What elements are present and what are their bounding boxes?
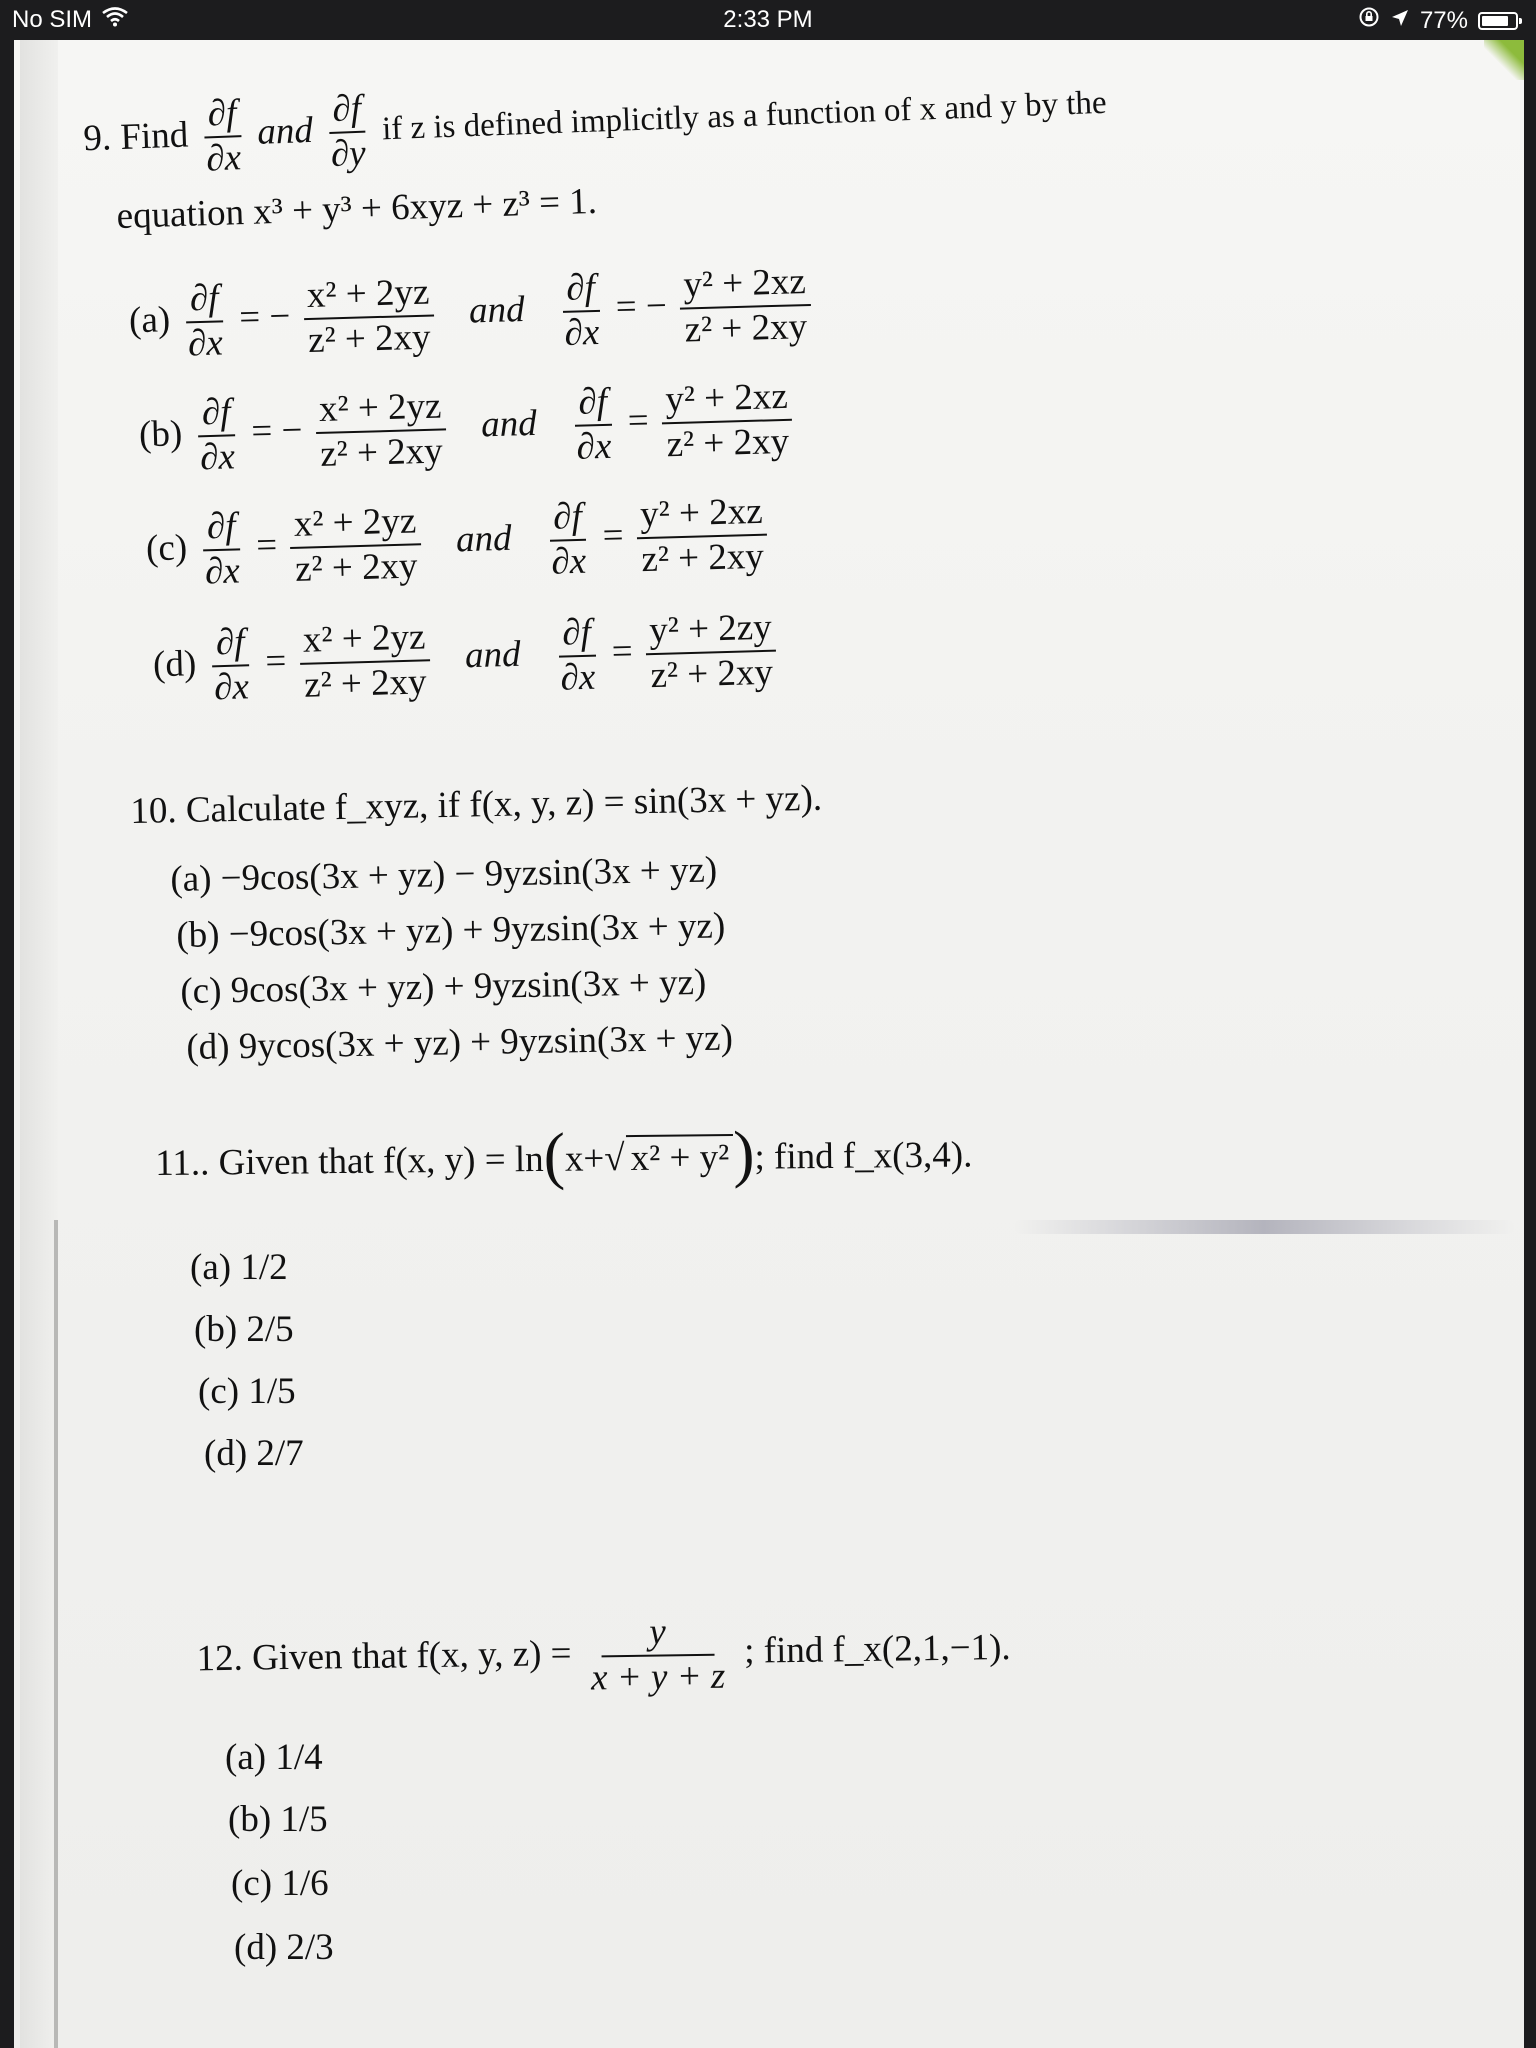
frac-den: z² + 2xy (294, 545, 419, 590)
paper-spine-line (54, 1220, 58, 2048)
frac-den: ∂x (550, 540, 587, 583)
option-and: and (455, 518, 513, 561)
question-10: 10. Calculate f_xyz, if f(x, y, z) = sin(3x + yz). (130, 777, 823, 832)
df-dx (546, 495, 591, 583)
q12-fraction (586, 1613, 729, 1699)
df-dx (182, 279, 227, 364)
option-label: (a) (128, 299, 171, 342)
df-dx (194, 393, 239, 478)
frac-num: ∂f (197, 393, 235, 437)
status-right (1358, 6, 1518, 35)
option-fraction-1 (298, 618, 431, 705)
q11-option-d: (d) 2/7 (204, 1433, 304, 1474)
frac-den: ∂x (213, 666, 250, 709)
frac-den: z² + 2xy (649, 651, 774, 696)
option-sign: = (264, 640, 287, 683)
frac-den: ∂x (204, 550, 241, 593)
option-and: and (480, 403, 538, 446)
frac-num: ∂f (203, 94, 241, 138)
frac-num: ∂f (211, 623, 249, 667)
frac-num: ∂f (328, 90, 366, 134)
q12-prefix: 12. Given that f(x, y, z) = (196, 1633, 572, 1680)
option-sign: = (255, 524, 278, 567)
q12-option-c: (c) 1/6 (231, 1863, 329, 1904)
q9-df-dy-fraction (325, 87, 371, 175)
option-and: and (468, 289, 526, 332)
option-sign: = (627, 400, 650, 442)
carrier-label: No SIM (12, 6, 93, 33)
q9-head-rest: if z is defined implicitly as a function of x and y by the (381, 84, 1108, 148)
frac-den: ∂x (576, 425, 612, 468)
df-dx (571, 380, 616, 468)
paper-edge-shadow (20, 40, 58, 2048)
q9-df-dx-fraction (200, 94, 246, 179)
frac-num: ∂f (185, 279, 223, 323)
frac-num: x² + 2yz (289, 502, 421, 548)
df-dx (555, 611, 600, 699)
frac-den: z² + 2xy (303, 661, 428, 706)
location-arrow-icon (1390, 7, 1410, 35)
q10-option-d: (d) 9ycos(3x + yz) + 9yzsin(3x + yz) (186, 1017, 734, 1068)
frac-den: z² + 2xy (307, 316, 432, 361)
q11-prefix: 11.. Given that f(x, y) = ln (155, 1138, 544, 1184)
sqrt-icon: √ (604, 1138, 625, 1180)
frac-den: z² + 2xy (666, 420, 790, 466)
q9-option-d (152, 608, 781, 709)
option-fraction-1 (302, 273, 435, 360)
q11-close-paren: ) (732, 1117, 755, 1189)
option-label: (c) (145, 527, 188, 570)
question-11 (155, 1117, 973, 1191)
frac-num: y² + 2xz (679, 263, 811, 309)
battery-percent: 77% (1419, 6, 1468, 34)
frac-den: ∂x (199, 436, 236, 479)
q11-open-paren: ( (543, 1119, 566, 1191)
q10-option-a: (a) −9cos(3x + yz) − 9yzsin(3x + yz) (170, 849, 718, 900)
q11-inner: x+ (564, 1138, 605, 1180)
frac-den: z² + 2xy (684, 305, 808, 351)
frac-num: y² + 2zy (645, 609, 777, 655)
q12-option-b: (b) 1/5 (228, 1799, 328, 1840)
frac-den: ∂y (330, 132, 367, 175)
option-fraction-2 (679, 263, 812, 350)
battery-fill (1482, 16, 1508, 26)
frac-num: ∂f (574, 383, 612, 427)
frac-num: ∂f (558, 614, 596, 658)
frac-num: ∂f (549, 498, 587, 542)
option-sign: = − (615, 285, 668, 328)
q9-option-c (145, 490, 772, 594)
battery-icon (1478, 12, 1518, 30)
q12-option-a: (a) 1/4 (225, 1737, 323, 1778)
lock-rotation-icon (1358, 6, 1380, 35)
option-fraction-2 (645, 606, 778, 696)
option-fraction-1 (289, 502, 422, 589)
df-dx (559, 266, 604, 354)
q12-option-d: (d) 2/3 (234, 1927, 334, 1968)
option-sign: = (602, 514, 625, 557)
frac-num: x² + 2yz (298, 618, 430, 664)
frac-num: y² + 2xz (636, 493, 768, 539)
frac-num: x² + 2yz (315, 387, 447, 433)
frac-den: ∂x (187, 322, 224, 365)
option-fraction-1 (315, 387, 448, 474)
q11-suffix: ; find f_x(3,4). (754, 1134, 973, 1178)
status-bar (0, 0, 1536, 40)
option-sign: = (611, 630, 634, 673)
frac-den: z² + 2xy (319, 430, 444, 475)
question-12 (196, 1609, 1011, 1704)
green-corner-decoration (1484, 40, 1524, 80)
option-label: (d) (152, 643, 197, 686)
frac-den: z² + 2xy (640, 535, 765, 580)
df-dx (199, 507, 244, 592)
q9-and: and (256, 109, 314, 153)
q10-option-b: (b) −9cos(3x + yz) + 9yzsin(3x + yz) (176, 905, 726, 956)
option-fraction-2 (661, 375, 794, 466)
q11-option-c: (c) 1/5 (198, 1371, 296, 1412)
frac-den: x + y + z (590, 1655, 726, 1699)
option-label: (b) (138, 413, 183, 456)
q11-option-a: (a) 1/2 (190, 1247, 288, 1288)
df-dx (208, 623, 253, 708)
frac-num: ∂f (202, 507, 240, 551)
question-9-equation: equation x³ + y³ + 6xyz + z³ = 1. (116, 180, 598, 237)
frac-den: ∂x (563, 311, 600, 354)
option-fraction-2 (636, 490, 769, 580)
frac-den: ∂x (559, 656, 596, 699)
frac-num: y (601, 1613, 714, 1657)
q11-radicand: x² + y² (626, 1134, 733, 1180)
q12-suffix: ; find f_x(2,1,−1). (743, 1626, 1011, 1672)
frac-num: x² + 2yz (302, 273, 434, 319)
frac-num: y² + 2xz (661, 378, 793, 424)
q11-option-b: (b) 2/5 (194, 1309, 294, 1350)
clock: 2:33 PM (723, 6, 813, 33)
frac-den: ∂x (205, 137, 242, 180)
frac-num: ∂f (562, 269, 600, 313)
option-sign: = − (250, 409, 303, 453)
option-and: and (464, 634, 522, 677)
paper-fold-mark (1014, 1220, 1514, 1234)
q9-prefix: 9. Find (82, 114, 189, 160)
option-sign: = − (238, 295, 291, 339)
q10-option-c: (c) 9cos(3x + yz) + 9yzsin(3x + yz) (180, 961, 707, 1012)
